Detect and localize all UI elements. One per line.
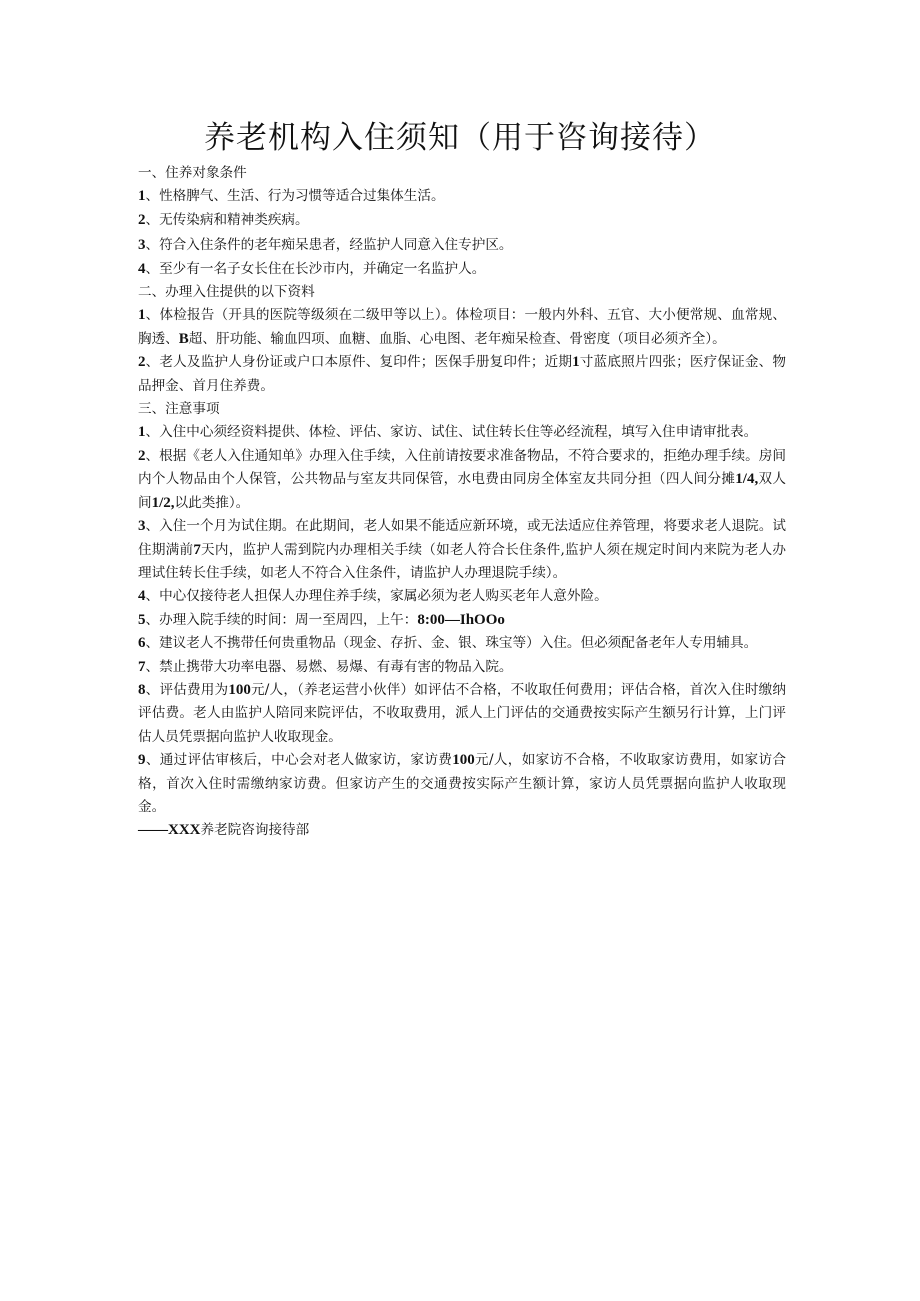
document-title: 养老机构入住须知（用于咨询接待） [204, 120, 716, 156]
signature-line [138, 819, 786, 842]
item-text: 、建议老人不携带任何贵重物品（现金、存折、金、银、珠宝等）入住。但必须配备老年人专用辅具。 [145, 635, 758, 652]
s1-item-3 [138, 234, 786, 257]
document-body [138, 162, 786, 843]
item-text: 、至少有一名子女长住在长沙市内，并确定一名监护人。 [145, 260, 486, 277]
s2-item-2 [138, 351, 786, 398]
item-text: 、体检报告（开具的医院等级须在二级甲等以上）。体检项目：一般内外科、五官、大小便常规、血常规、胸透、 [138, 307, 786, 347]
item-text: 、办理入院手续的时间：周一至周四，上午： [145, 611, 418, 628]
item-text: 双人间 [138, 471, 786, 511]
s3-item-3 [138, 515, 786, 585]
item-text: 超、肝功能、输血四项、血糖、血脂、心电图、老年痴呆检查、骨密度（项目必须齐全）。 [188, 330, 726, 347]
item-number: 1 [138, 424, 146, 441]
item-number: 3 [138, 518, 146, 535]
item-text: 以此类推）。 [174, 494, 250, 511]
section-heading-2: 二、办理入住提供的以下资料 [138, 284, 315, 301]
item-text: 元/人，（养老运营小伙伴）如评估不合格，不收取任何费用；评估合格，首次入住时缴纳评估费。老人由监护人陪同来院评估，不收取费用，派人上门评估的交通费按实际产生额另行计算，上门评估人员凭票据向监护人收取现金。 [138, 681, 786, 745]
item-text: 、符合入住条件的老年痴呆患者，经监护人同意入住专护区。 [145, 237, 513, 254]
s3-item-7 [138, 656, 786, 679]
s3-item-9 [138, 749, 786, 819]
s3-item-6 [138, 632, 786, 655]
item-text: 、入住中心须经资料提供、体检、评估、家访、试住、试住转长住等必经流程，填写入住申请审批表。 [145, 424, 758, 441]
s1-item-1 [138, 185, 786, 208]
item-bold: 8:00—IhOOo [417, 611, 505, 628]
item-text: 、评估费用为 [145, 681, 229, 698]
item-text: 、无传染病和精神类疾病。 [145, 211, 309, 228]
item-bold: 100 [228, 681, 251, 698]
item-number: 1 [138, 307, 146, 324]
s3-item-1 [138, 421, 786, 444]
item-text: 、老人及监护人身份证或户口本原件、复印件；医保手册复印件；近期 [145, 354, 573, 371]
item-text: 、通过评估审核后，中心会对老人做家访，家访费 [145, 752, 453, 769]
item-number: 3 [138, 237, 146, 254]
s2-item-1 [138, 304, 786, 351]
s3-item-5 [138, 609, 786, 632]
item-text: 寸蓝底照片四张；医疗保证金、物品押金、首月住养费。 [138, 354, 786, 394]
item-bold: 1 [572, 354, 580, 371]
item-number: 2 [138, 211, 146, 228]
s1-item-2 [138, 209, 786, 232]
item-number: 8 [138, 681, 146, 698]
s3-item-4 [138, 585, 786, 608]
item-text: 元/人，如家访不合格，不收取家访费用，如家访合格，首次入住时需缴纳家访费。但家访产生的交通费按实际产生额计算，家访人员凭票据向监护人收取现金。 [138, 752, 786, 815]
item-bold: 100 [452, 752, 475, 769]
item-number: 4 [138, 260, 146, 277]
section-heading-3: 三、注意事项 [138, 401, 220, 418]
item-bold: 1/2, [151, 494, 175, 511]
item-text: 、根据《老人入住通知单》办理入住手续，入住前请按要求准备物品，不符合要求的，拒绝办理手续。房间内个人物品由个人保管，公共物品与室友共同保管，水电费由同房全体室友共同分担（四人间分摊 [138, 447, 786, 488]
item-text: 、入住一个月为试住期。在此期间，老人如果不能适应新环境，或无法适应住养管理，将要求老人退院。试住期满前 [138, 518, 786, 558]
item-number: 2 [138, 447, 146, 464]
signature-prefix: ——XXX [138, 822, 201, 839]
section-heading-1: 一、住养对象条件 [138, 165, 247, 181]
item-number: 2 [138, 354, 146, 371]
item-bold: 1/4, [735, 471, 759, 488]
item-number: 9 [138, 752, 146, 769]
item-number: 7 [138, 658, 146, 675]
s1-item-4 [138, 258, 786, 281]
item-number: 6 [138, 635, 146, 652]
item-number: 4 [138, 588, 146, 605]
s3-item-8 [138, 679, 786, 749]
item-number: 5 [138, 611, 146, 628]
item-number: 1 [138, 188, 146, 205]
s3-item-2 [138, 445, 786, 515]
item-text: 、禁止携带大功率电器、易燃、易爆、有毒有害的物品入院。 [145, 658, 513, 675]
item-text: 天内，监护人需到院内办理相关手续（如老人符合长住条件,监护人须在规定时间内来院为老人办理试住转长住手续，如老人不符合入住条件，请监护人办理退院手续）。 [138, 541, 787, 581]
item-text: 、中心仅接待老人担保人办理住养手续，家属必须为老人购买老年人意外险。 [145, 588, 608, 605]
item-bold: 7 [193, 541, 201, 558]
signature-text: 养老院咨询接待部 [200, 822, 310, 839]
item-bold: B [178, 330, 189, 347]
item-text: 、性格脾气、生活、行为习惯等适合过集体生活。 [145, 188, 445, 205]
